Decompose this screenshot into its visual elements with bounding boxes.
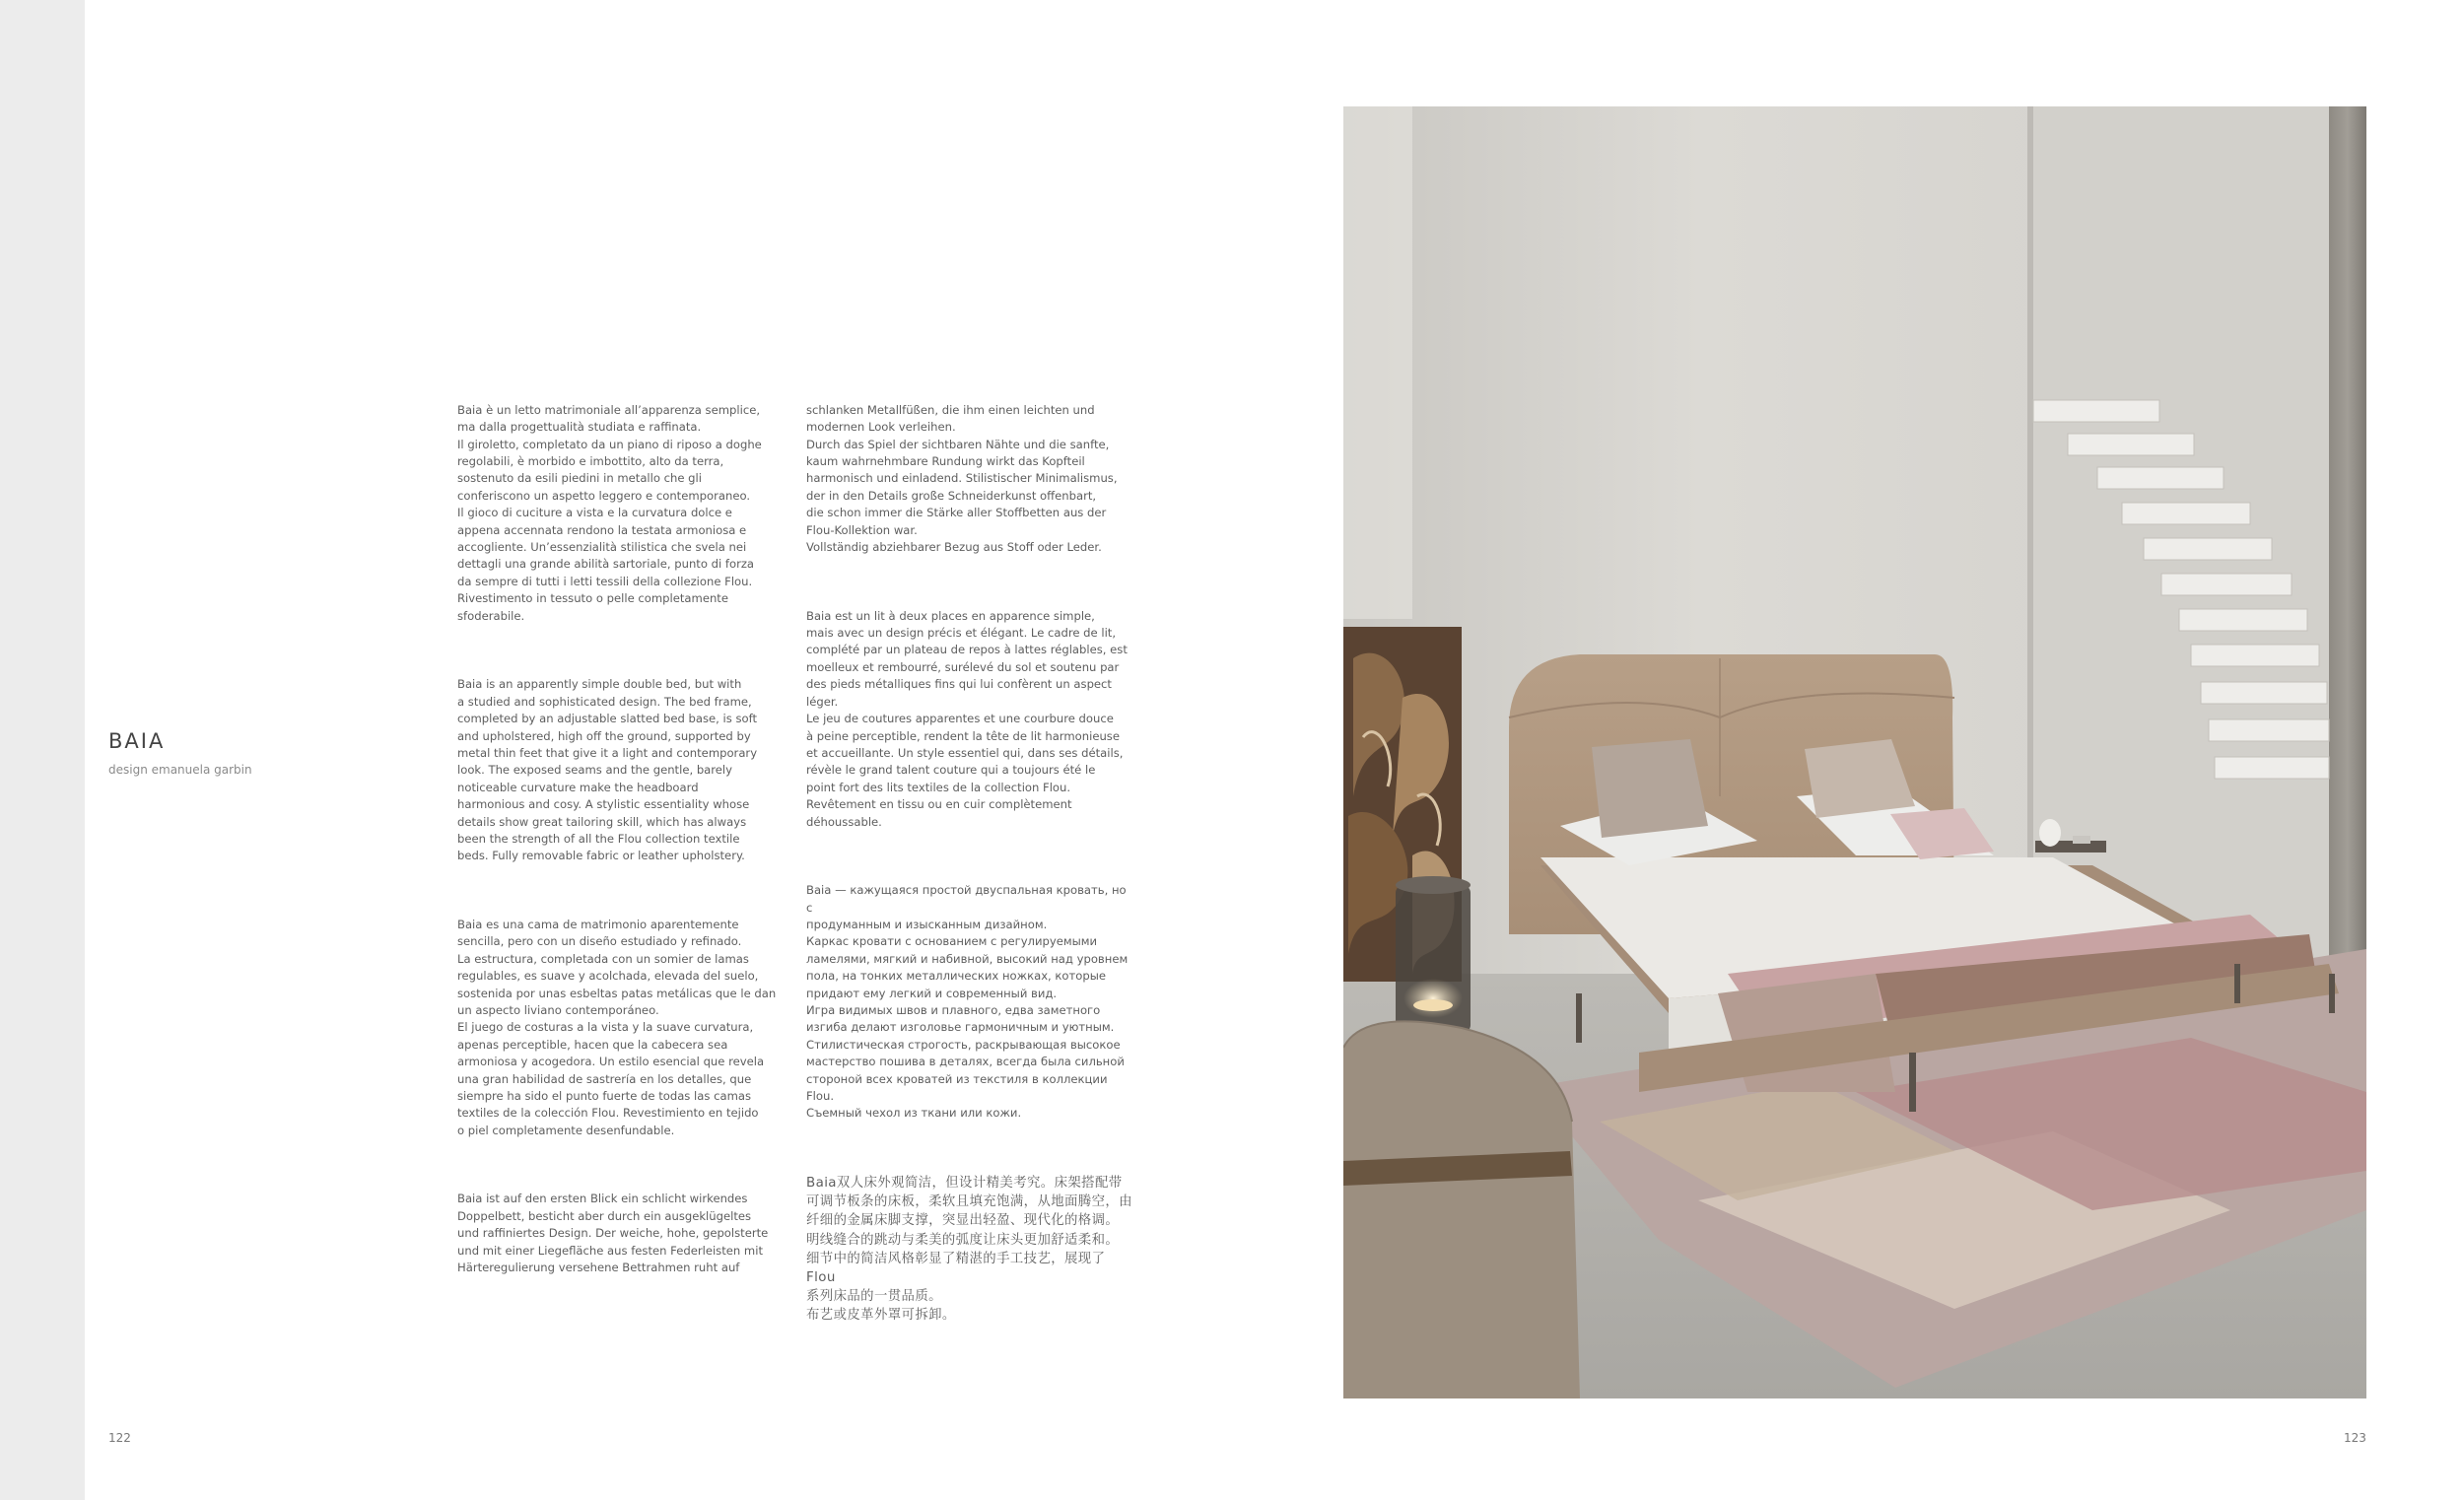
page-number-left: 122 <box>108 1431 131 1445</box>
paragraph-german-end: schlanken Metallfüßen, die ihm einen leichten und modernen Look verleihen. Durch das Spiel der sichtbaren Nähte und die sanfte, kaum wahrnehmbare Rundung wirkt das Kopfteil harmonisch und einladend. Stilistischer Minimalismus, der in den Details große Schneiderkunst offenbart, die schon immer die Stärke aller Stoffbetten aus der Flou-Kollektion war. Vollständig abziehbarer Bezug aus Stoff oder Leder. <box>806 402 1118 555</box>
text-column-left <box>457 368 785 1311</box>
bedroom-photo <box>1343 106 2366 1398</box>
paragraph-spanish: Baia es una cama de matrimonio aparentemente sencilla, pero con un diseño estudiado y refinado. La estructura, completada con un somier de lamas regulables, es suave y acolchada, elevada del suelo, sostenida por unas esbeltas patas metálicas que le dan un aspecto liviano contemporáneo. El juego de costuras a la vista y la suave curvatura, apenas perceptible, hacen que la cabecera sea armoniosa y acogedora. Un estilo esencial que revela una gran habilidad de sastrería en los detalles, que siempre ha sido el punto fuerte de todas las camas textiles de la colección Flou. Revestimiento en tejido o piel completamente desenfundable. <box>457 917 777 1137</box>
page-gutter <box>0 0 85 1500</box>
paragraph-russian: Baia — кажущаяся простой двуспальная кровать, но с продуманным и изысканным дизайном. Каркас кровати с основанием с регулируемыми ламелями, мягкий и набивной, высокий над уровнем пола, на тонких металлических ножках, которые придают ему легкий и современный вид. Игра видимых швов и плавного, едва заметного изгиба делают изголовье гармоничным и уютным. Стилистическая строгость, раскрывающая высокое мастерство пошива в деталях, всегда была сильной стороной всех кроватей из текстиля в коллекции Flou. Съемный чехол из ткани или кожи. <box>806 883 1129 1121</box>
text-column-right <box>806 368 1133 1359</box>
paragraph-chinese: Baia双人床外观简洁，但设计精美考究。床架搭配带 可调节板条的床板，柔软且填充饱满，从地面腾空，由 纤细的金属床脚支撑，突显出轻盈、现代化的格调。 明线缝合的跳动与柔美的弧度让床头更加舒适柔和。 细节中的简洁风格彰显了精湛的手工技艺，展现了Flou 系列床品的一贯品质。 布艺或皮革外罩可拆卸。 <box>806 1176 1132 1324</box>
product-heading <box>108 729 252 777</box>
paragraph-english: Baia is an apparently simple double bed, but with a studied and sophisticated design. The bed frame, completed by an adjustable slatted bed base, is soft and upholstered, high off the ground, supported by metal thin feet that give it a light and contemporary look. The exposed seams and the gentle, barely noticeable curvature make the headboard harmonious and cosy. A stylistic essentiality whose details show great tailoring skill, which has always been the strength of all the Flou collection textile beds. Fully removable fabric or leather upholstery. <box>457 677 758 863</box>
page-number-right: 123 <box>2344 1431 2366 1445</box>
product-name: BAIA <box>108 729 166 753</box>
paragraph-italian: Baia è un letto matrimoniale all’apparenza semplice, ma dalla progettualità studiata e raffinata. Il giroletto, completato da un piano di riposo a doghe regolabili, è morbido e imbottito, alto da terra, sostenuto da esili piedini in metallo che gli conferiscono un aspetto leggero e contemporaneo. Il gioco di cuciture a vista e la curvatura dolce e appena accennata rendono la testata armoniosa e accogliente. Un’essenzialità stilistica che svela nei dettagli una grande abilità sartoriale, punto di forza da sempre di tutti i letti tessili della collezione Flou. Rivestimento in tessuto o pelle completamente sfoderabile. <box>457 402 762 623</box>
paragraph-german-start: Baia ist auf den ersten Blick ein schlicht wirkendes Doppelbett, besticht aber durch ein ausgeklügeltes und raffiniertes Design. Der weiche, hohe, gepolsterte und mit einer Liegefläche aus festen Federleisten mit Härteregulierung versehene Bettrahmen ruht auf <box>457 1192 769 1275</box>
designer-credit: design emanuela garbin <box>108 763 252 777</box>
paragraph-french: Baia est un lit à deux places en apparence simple, mais avec un design précis et élégant. Le cadre de lit, complété par un plateau de repos à lattes réglables, est moelleux et rembourré, surélevé du sol et soutenu par des pieds métalliques fins qui lui confèrent un aspect léger. Le jeu de coutures apparentes et une courbure douce à peine perceptible, rendent la tête de lit harmonieuse et accueillante. Un style essentiel qui, dans ses détails, révèle le grand talent couture qui a toujours été le point fort des lits textiles de la collection Flou. Revêtement en tissu ou en cuir complètement déhoussable. <box>806 608 1128 829</box>
